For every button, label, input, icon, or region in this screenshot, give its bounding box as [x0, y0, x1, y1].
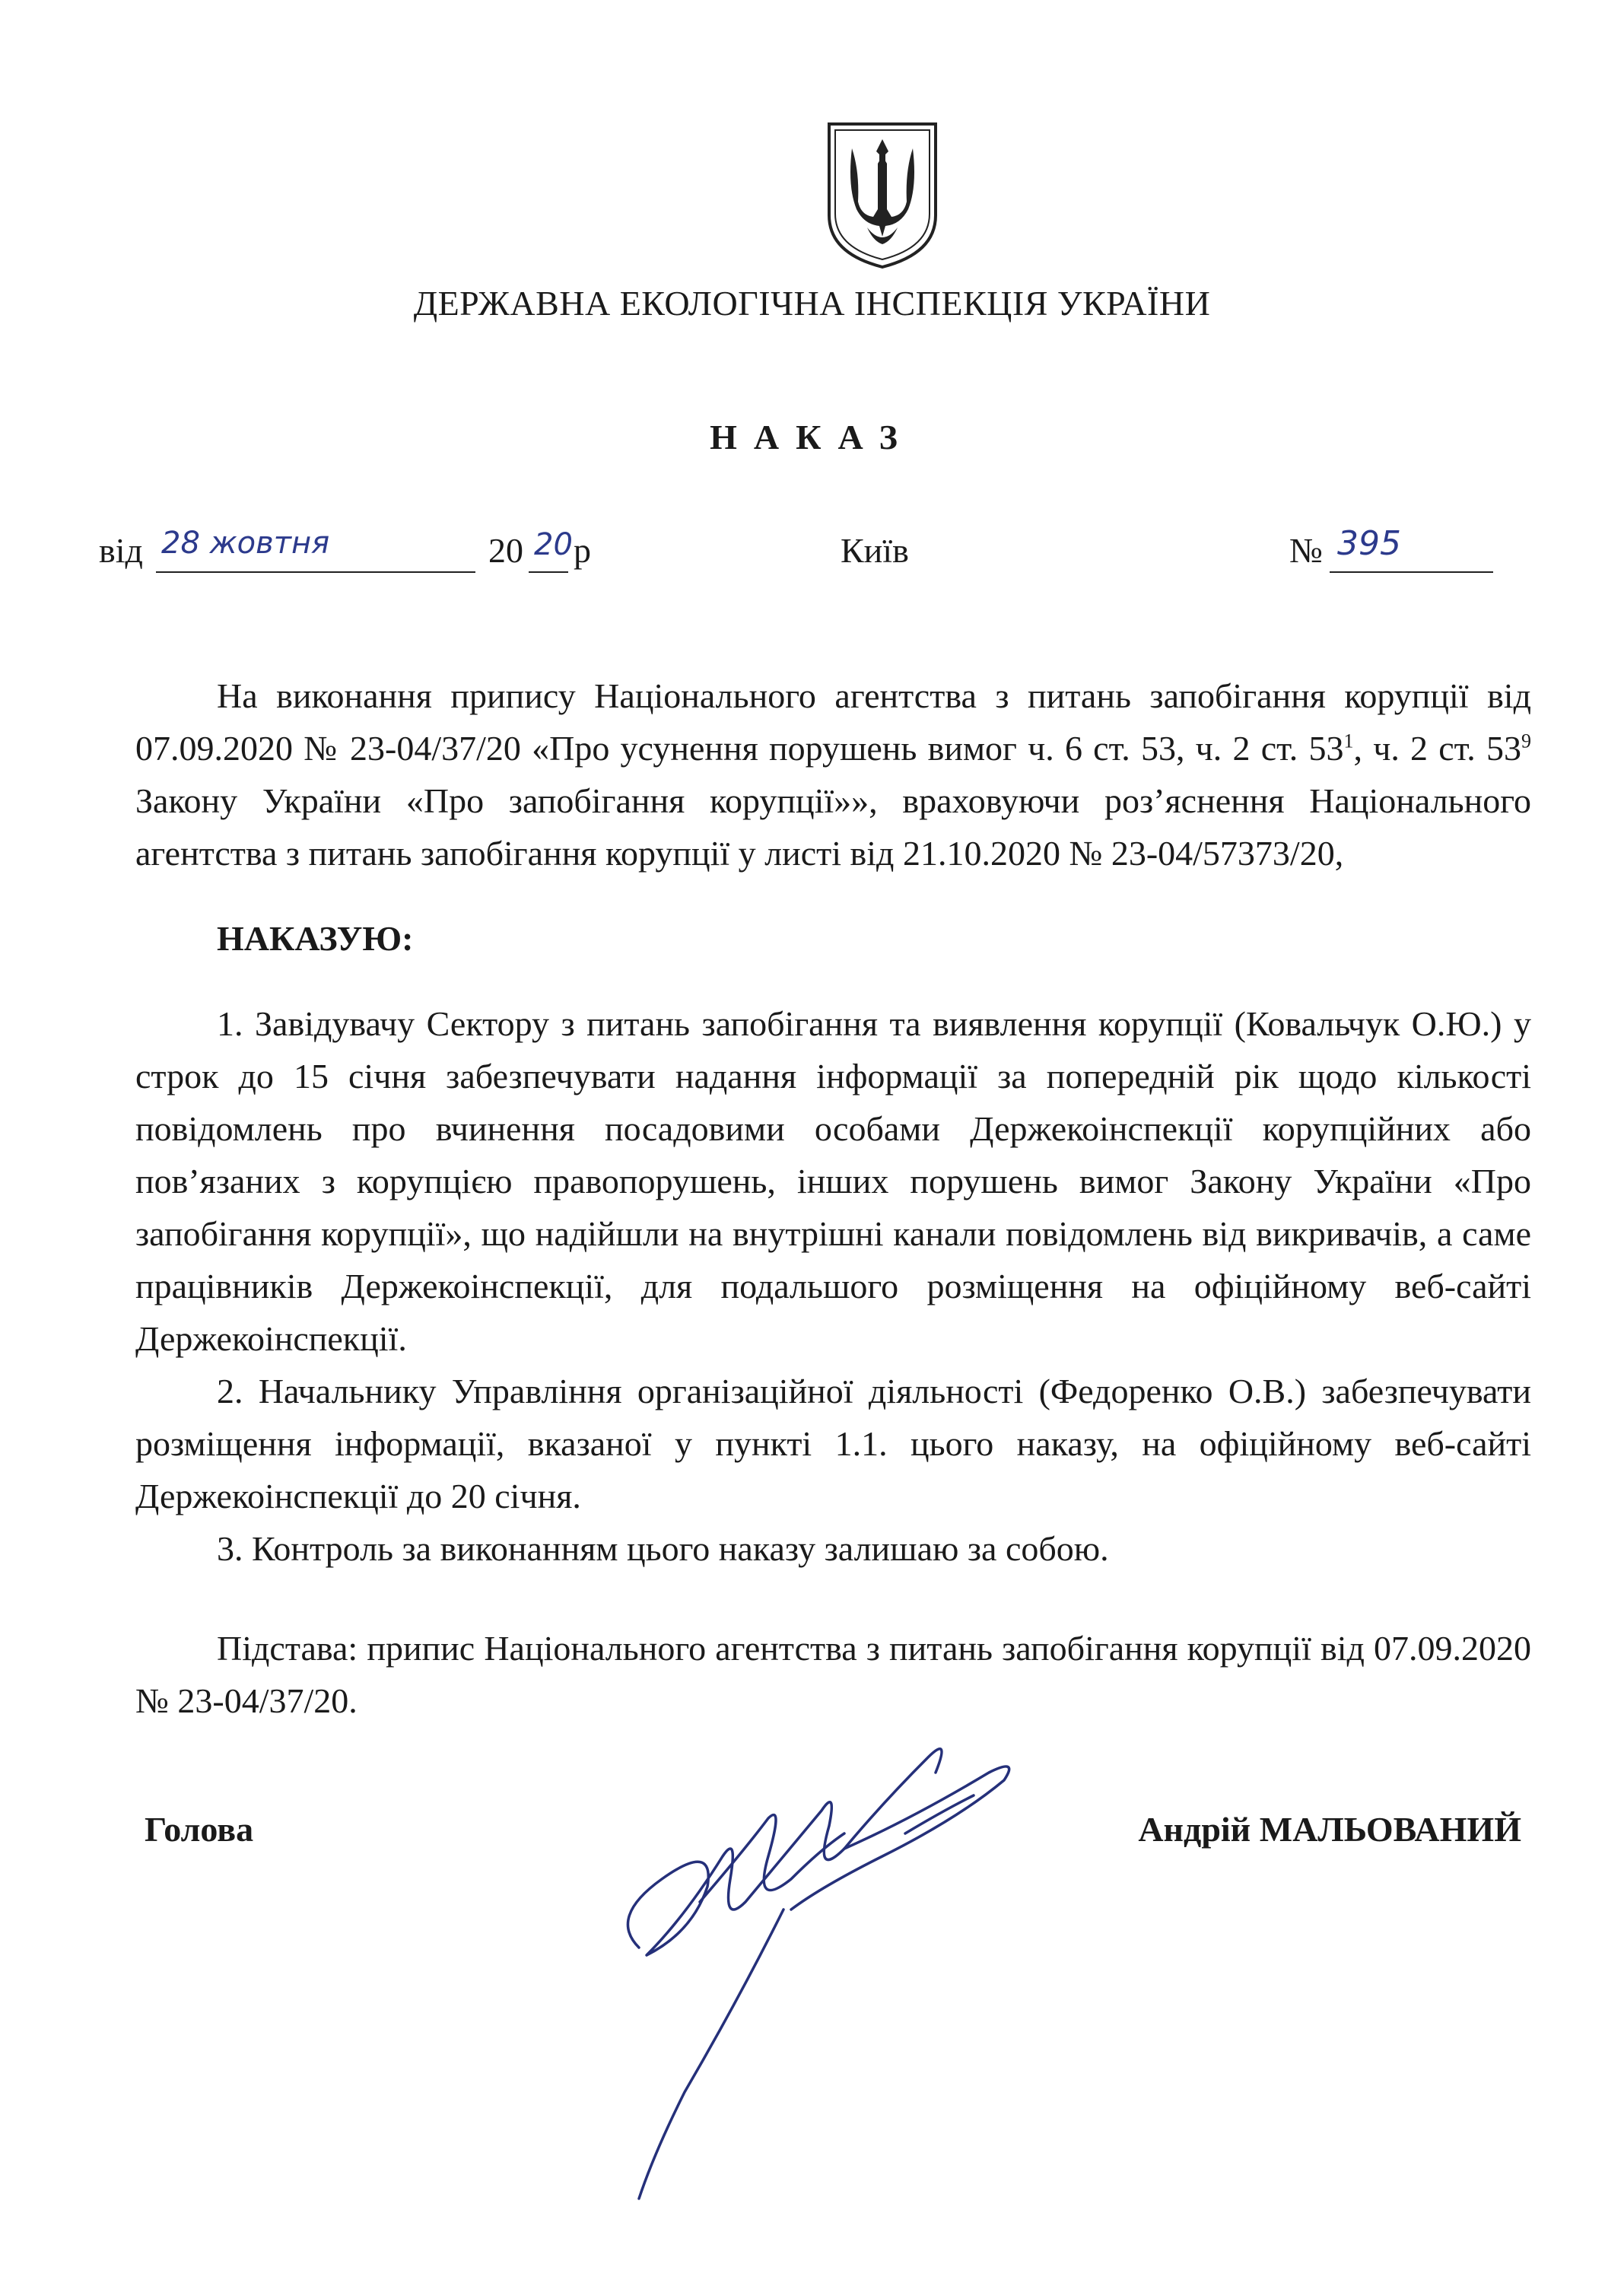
trident-coat-of-arms-icon — [822, 118, 943, 270]
organization-name: ДЕРЖАВНА ЕКОЛОГІЧНА ІНСПЕКЦІЯ УКРАЇНИ — [413, 284, 1211, 323]
superscript-1: 1 — [1343, 730, 1354, 752]
handwritten-date: 28 жовтня — [161, 526, 330, 561]
handwritten-year: 20 — [534, 527, 573, 562]
superscript-9: 9 — [1521, 730, 1532, 752]
city: Київ — [841, 531, 909, 570]
preamble-text-1: На виконання припису Національного агентства з питань запобігання корупції від 07.09.2020 № 23-04/37/20 «Про усунення порушень вимог ч. 6 ст. 53, ч. 2 ст. 53 — [135, 676, 1531, 768]
preamble-text-2: , ч. 2 ст. 53 — [1353, 729, 1522, 768]
number-prefix: № — [1289, 531, 1323, 570]
handwritten-number: 395 — [1337, 524, 1401, 563]
signer-position: Голова — [145, 1810, 254, 1849]
document-title: НАКАЗ — [710, 418, 914, 456]
number-underline — [1330, 571, 1493, 573]
signer-name: Андрій МАЛЬОВАНИЙ — [1138, 1810, 1521, 1849]
order-item-3: 3. Контроль за виконанням цього наказу залишаю за собою. — [217, 1529, 1109, 1568]
basis-paragraph: Підстава: припис Національного агентства з питань запобігання корупції від 07.09.2020 № 23-04/37/20. — [135, 1629, 1531, 1720]
year-suffix: р — [574, 531, 591, 570]
year-prefix: 20 — [488, 531, 523, 570]
order-word: НАКАЗУЮ: — [217, 919, 414, 958]
year-underline — [529, 571, 568, 573]
preamble-paragraph — [135, 669, 1531, 879]
date-underline — [156, 571, 475, 573]
order-item-1: 1. Завідувачу Сектору з питань запобігання та виявлення корупції (Ковальчук О.Ю.) у строк до 15 січня забезпечувати надання інформації за попередній рік щодо кількості повідомлень про вчинення посадовими особами Держекоінспекції корупційних або пов’язаних з корупцією правопорушень, інших порушень вимог Закону України «Про запобігання корупції», що надійшли на внутрішні канали повідомлень від викривачів, а саме працівників Держекоінспекції, для подальшого розміщення на офіційному веб-сайті Держекоінспекції. — [135, 1004, 1531, 1358]
order-body — [135, 669, 1531, 1727]
handwritten-signature — [593, 1727, 1171, 2214]
order-item-2: 2. Начальнику Управління організаційної діяльності (Федоренко О.В.) забезпечувати розміщення інформації, вказаної у пункті 1.1. цього наказу, на офіційному веб-сайті Держекоінспекції до 20 січня. — [135, 1372, 1531, 1515]
date-prefix: від — [99, 531, 143, 570]
dateline — [0, 524, 1624, 584]
preamble-text-3: Закону України «Про запобігання корупції»», враховуючи роз’яснення Національного агентства з питань запобігання корупції у листі від 21.10.2020 № 23-04/57373/20, — [135, 781, 1531, 873]
